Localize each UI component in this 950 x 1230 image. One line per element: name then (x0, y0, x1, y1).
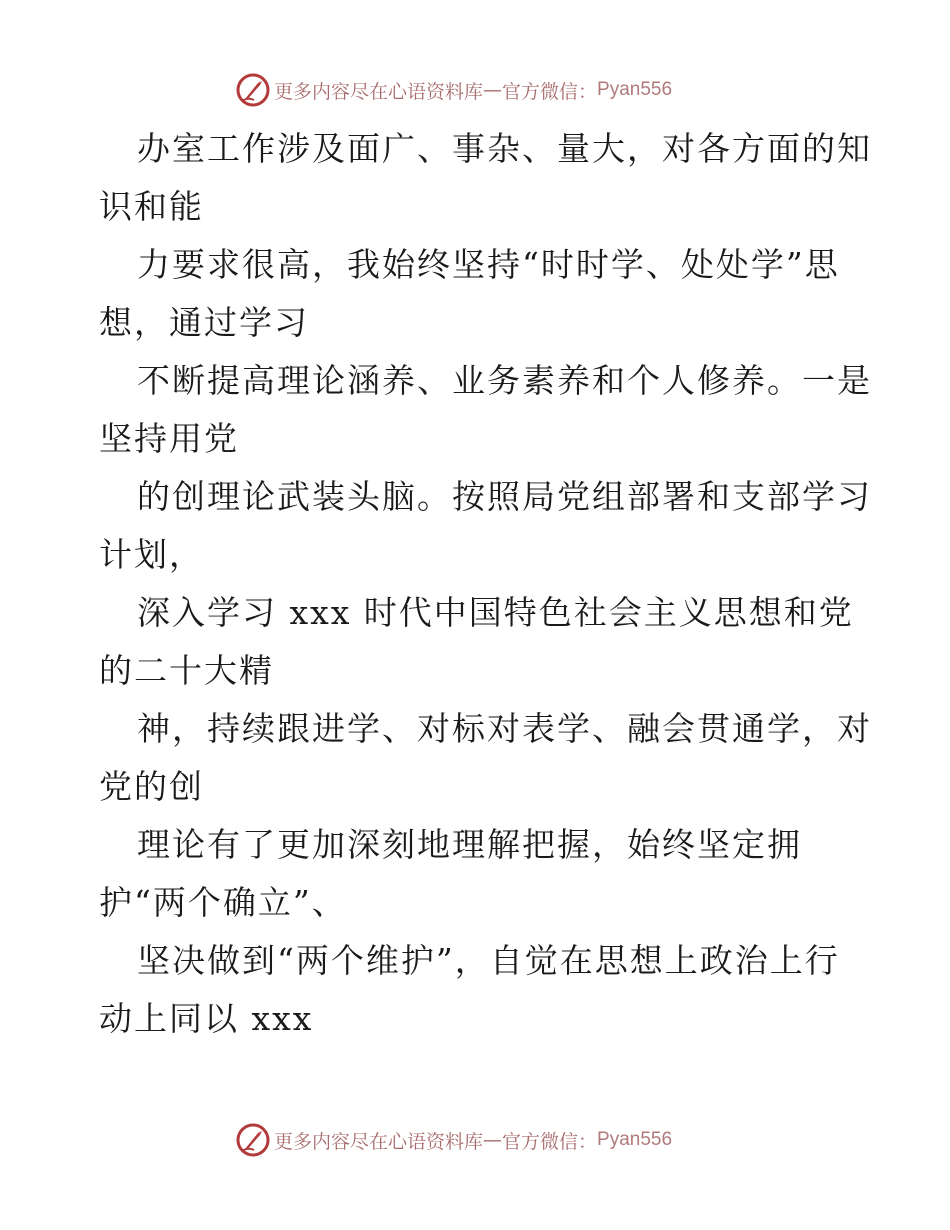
text-line: 深入学习 xxx 时代中国特色社会主义思想和党 (137, 593, 854, 632)
watermark-wechat-id: Pyan556 (597, 79, 673, 100)
text-line: 理论有了更加深刻地理解把握，始终坚定拥 (137, 825, 802, 864)
quill-pen-logo-icon (236, 1123, 270, 1157)
watermark-wechat-label: 官方微信： (502, 80, 598, 103)
text-line: 不断提高理论涵养、业务素养和个人修养。一是 (137, 361, 872, 400)
text-line: 想，通过学习 (99, 303, 309, 342)
text-line: 坚持用党 (99, 419, 239, 458)
text-line: 护“两个确立”、 (99, 883, 347, 922)
watermark-wechat-id: Pyan556 (597, 1129, 673, 1150)
text-line: 党的创 (99, 767, 204, 806)
watermark-text: 更多内容尽在心语资料库 (274, 1130, 484, 1153)
text-line: 计划， (99, 535, 204, 574)
text-line: 神，持续跟进学、对标对表学、融会贯通学，对 (137, 709, 872, 748)
document-body (99, 120, 872, 1048)
quill-pen-logo-icon (236, 73, 270, 107)
text-line: 的创理论武装头脑。按照局党组部署和支部学习 (137, 477, 872, 516)
watermark-wechat-label: 官方微信： (502, 1130, 598, 1153)
text-line: 办室工作涉及面广、事杂、量大，对各方面的知 (137, 129, 872, 168)
text-line: 坚决做到“两个维护”，自觉在思想上政治上行 (137, 941, 840, 980)
watermark-text: 更多内容尽在心语资料库 (274, 80, 484, 103)
text-line: 识和能 (99, 187, 204, 226)
footer-watermark (236, 1122, 672, 1158)
text-line: 动上同以 xxx (99, 999, 314, 1038)
text-line: 力要求很高，我始终坚持“时时学、处处学”思 (137, 245, 840, 284)
watermark-dash: — (483, 79, 503, 101)
watermark-dash: — (483, 1129, 503, 1151)
header-watermark (236, 72, 672, 108)
text-line: 的二十大精 (99, 651, 274, 690)
